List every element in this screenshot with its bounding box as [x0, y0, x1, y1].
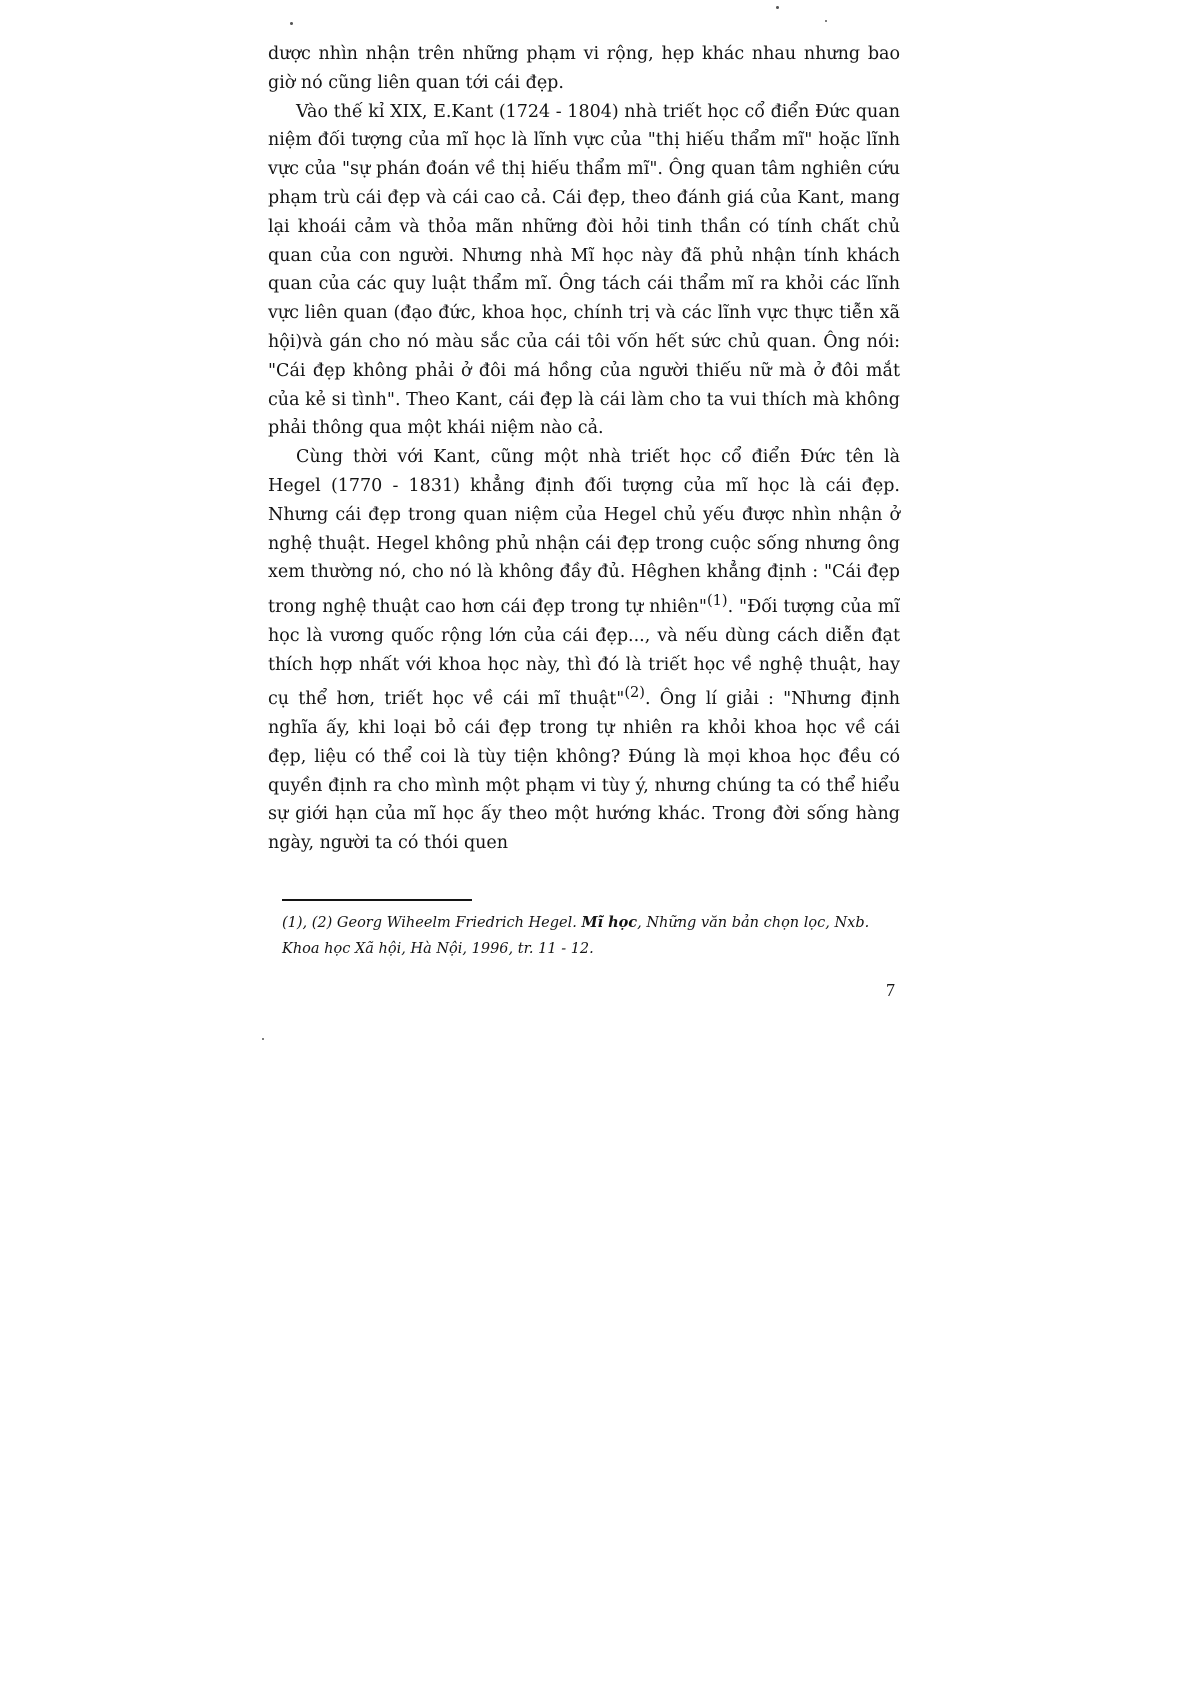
paragraph-hegel-part-c: . Ông lí giải : "Nhưng định nghĩa ấy, khi loại bỏ cái đẹp trong tự nhiên ra khỏi khoa học về cái đẹp, liệu có thể coi là tùy tiện không? Đúng là mọi khoa học đều có quyền định ra cho mình một phạm vi tùy ý, nhưng chúng ta có thể hiểu sự giới hạn của mĩ học ấy theo một hướng khác. Trong đời sống hàng ngày, người ta có thói quen: [268, 689, 901, 854]
footnote-rest: , Những văn bản chọn lọc, Nxb. Khoa học Xã hội, Hà Nội, 1996, tr. 11 - 12.: [282, 915, 870, 957]
paragraph-intro: dược nhìn nhận trên những phạm vi rộng, hẹp khác nhau nhưng bao giờ nó cũng liên quan tới cái đẹp.: [268, 44, 900, 93]
footnote: [282, 910, 902, 962]
footnote-ref-1: (1): [706, 592, 728, 610]
footnote-divider: [282, 899, 472, 901]
paragraph-hegel: [268, 443, 900, 858]
footnote-book-title: Mĩ học: [581, 914, 638, 931]
scan-speck: [825, 20, 827, 22]
footnote-ref-2: (2): [624, 684, 645, 702]
paragraph-hegel-part-a: Cùng thời với Kant, cũng một nhà triết học cổ điển Đức tên là Hegel (1770 - 1831) khẳng định đối tượng của mĩ học là cái đẹp. Nhưng cái đẹp trong quan niệm của Hegel chủ yếu được nhìn nhận ở nghệ thuật. Hegel không phủ nhận cái đẹp trong cuộc sống nhưng ông xem thường nó, cho nó là không đầy đủ. Hêghen khẳng định : "Cái đẹp trong nghệ thuật cao hơn cái đẹp trong tự nhiên": [268, 447, 900, 617]
page-body: [268, 40, 900, 858]
paragraph-hegel-part-b: . "Đối tượng của mĩ học là vương quốc rộng lớn của cái đẹp..., và nếu dùng cách diễn đạt thích hợp nhất với khoa học này, thì đó là triết học về nghệ thuật, hay cụ thể hơn, triết học về cái mĩ thuật": [268, 596, 900, 710]
paragraph-kant: Vào thế kỉ XIX, E.Kant (1724 - 1804) nhà triết học cổ điển Đức quan niệm đối tượng của mĩ học là lĩnh vực của "thị hiếu thẩm mĩ" hoặc lĩnh vực của "sự phán đoán về thị hiếu thẩm mĩ". Ông quan tâm nghiên cứu phạm trù cái đẹp và cái cao cả. Cái đẹp, theo đánh giá của Kant, mang lại khoái cảm và thỏa mãn những đòi hỏi tinh thần có tính chất chủ quan của con người. Nhưng nhà Mĩ học này đã phủ nhận tính khách quan của các quy luật thẩm mĩ. Ông tách cái thẩm mĩ ra khỏi các lĩnh vực liên quan (đạo đức, khoa học, chính trị và các lĩnh vực thực tiễn xã hội)và gán cho nó màu sắc của cái tôi vốn hết sức chủ quan. Ông nói: "Cái đẹp không phải ở đôi má hồng của người thiếu nữ mà ở đôi mắt của kẻ si tình". Theo Kant, cái đẹp là cái làm cho ta vui thích mà không phải thông qua một khái niệm nào cả.: [268, 101, 900, 439]
footnote-prefix: (1), (2) Georg Wiheelm Friedrich Hegel.: [282, 915, 582, 931]
page-number: 7: [886, 980, 895, 1000]
scan-speck: [776, 6, 779, 9]
scan-speck: [290, 22, 293, 25]
scan-speck: [262, 1038, 264, 1040]
main-text: [268, 40, 900, 858]
